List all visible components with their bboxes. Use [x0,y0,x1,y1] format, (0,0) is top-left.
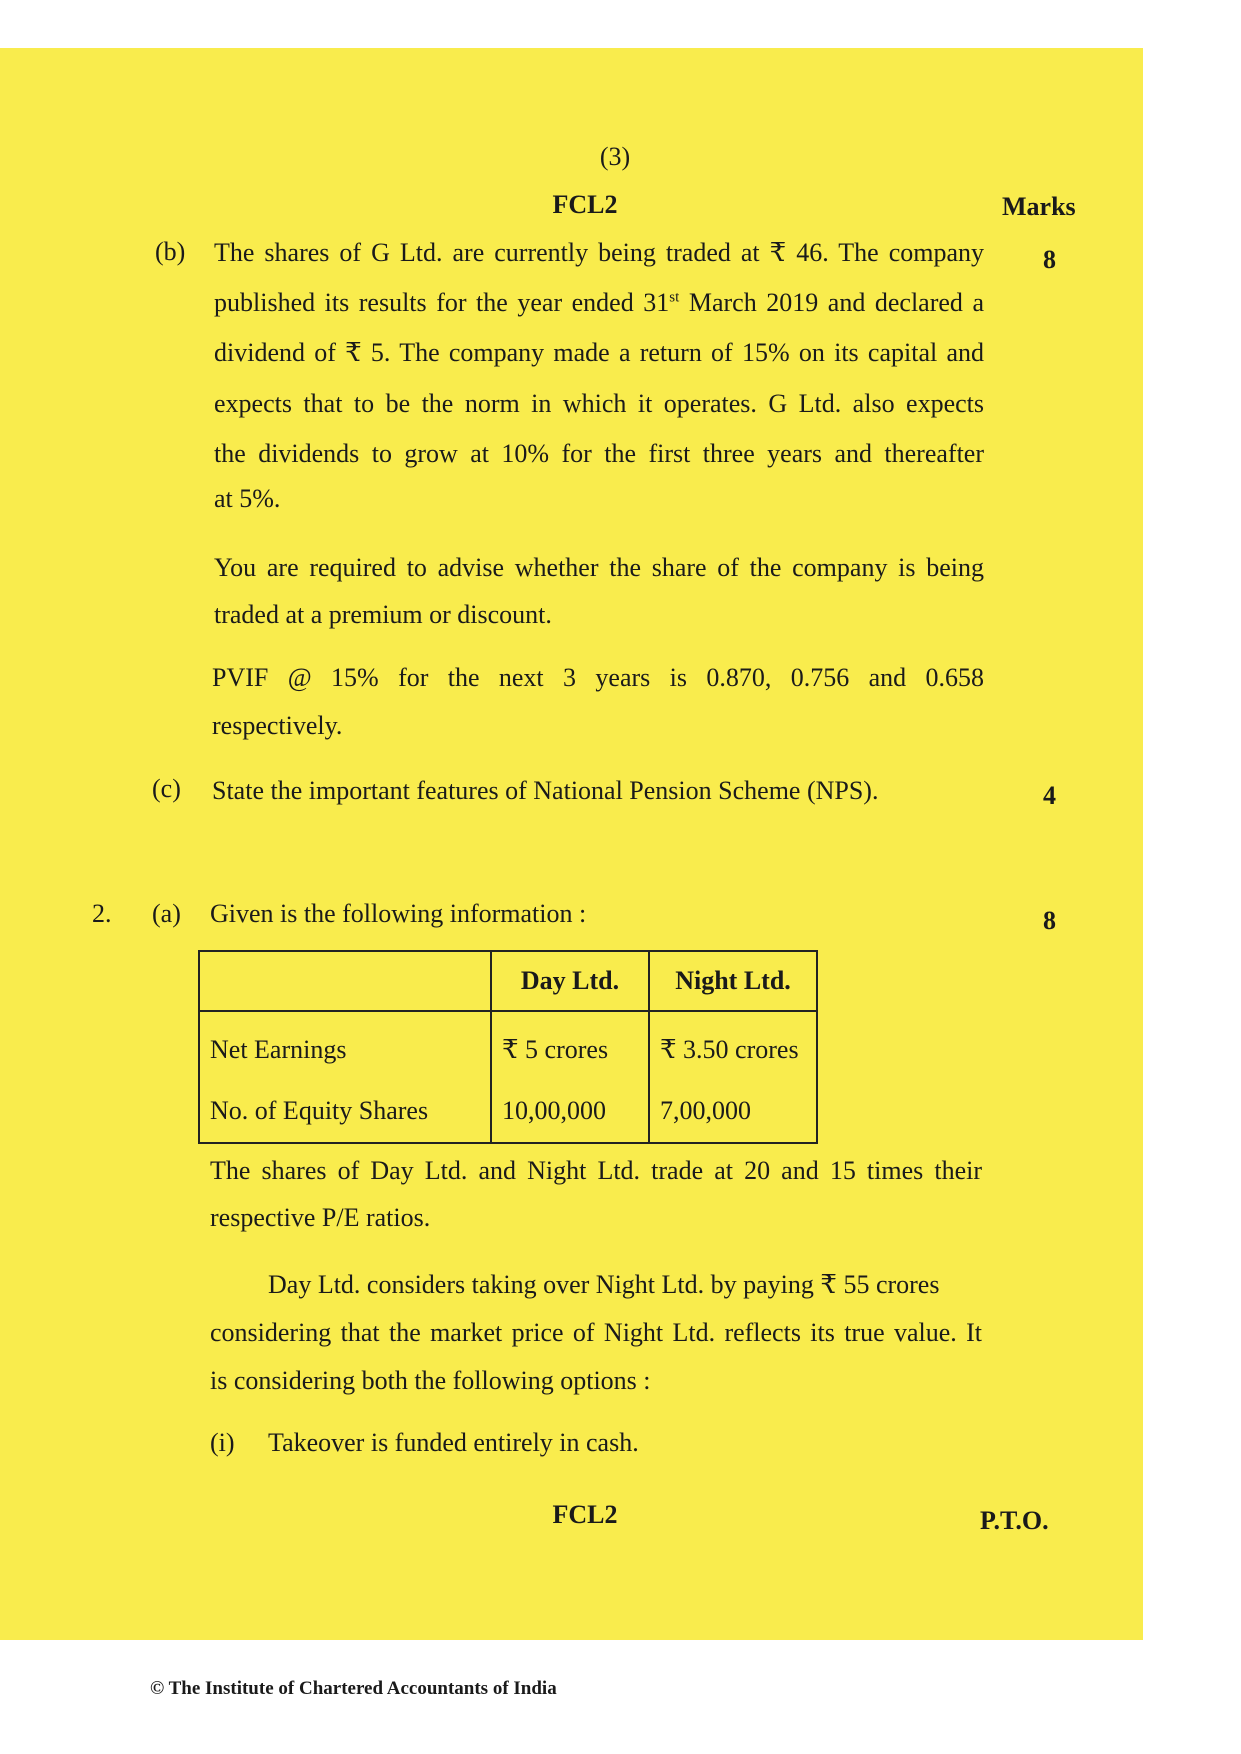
q2a-para2-line1: Day Ltd. considers taking over Night Ltd. by paying ₹ 55 crores [268,1270,940,1299]
q1b-line-2: published its results for the year ended 31st March 2019 and declared a [214,288,985,317]
table-cell: No. of Equity Shares [199,1080,491,1143]
page-number: (3) [599,142,631,171]
q1b-line-7: You are required to advise whether the share of the company is being [214,553,984,582]
q2a-para2-line2: considering that the market price of Night Ltd. reflects its true value. It [210,1318,982,1347]
info-table [198,950,818,1144]
table-row [199,1080,817,1143]
q2a-marks: 8 [1043,906,1056,935]
q1b-pvif-line: PVIF @ 15% for the next 3 years is 0.870, 0.756 and 0.658 [212,663,984,692]
q1c-text: State the important features of National Pension Scheme (NPS). [212,776,879,805]
table-cell: ₹ 3.50 crores [649,1011,817,1080]
q1b-line-3: dividend of ₹ 5. The company made a return of 15% on its capital and [214,338,984,367]
table-header-cell: Day Ltd. [491,951,649,1011]
table-header-cell: Night Ltd. [649,951,817,1011]
q1b-line-6: at 5%. [214,484,281,513]
q2a-para2-line3: is considering both the following options : [210,1366,651,1395]
q1b-label: (b) [155,237,186,266]
q1b-line-10: respectively. [212,711,343,740]
table-cell: 7,00,000 [649,1080,817,1143]
q2a-para1-line1: The shares of Day Ltd. and Night Ltd. trade at 20 and 15 times their [210,1156,982,1185]
q1c-marks: 4 [1043,781,1056,810]
exam-page [0,48,1143,1640]
q2a-intro: Given is the following information : [210,899,587,928]
table-row [199,1011,817,1080]
table-cell: Net Earnings [199,1011,491,1080]
q1b-marks: 8 [1043,245,1056,274]
q1b-line-4: expects that to be the norm in which it operates. G Ltd. also expects [214,389,984,418]
table-cell: ₹ 5 crores [491,1011,649,1080]
pto-label: P.T.O. [980,1506,1049,1535]
table-header-cell [199,951,491,1011]
q1b-line-8: traded at a premium or discount. [214,600,552,629]
q2a-option-1-text: Takeover is funded entirely in cash. [268,1428,639,1457]
q2a-option-1-label: (i) [210,1428,235,1457]
copyright-notice: © The Institute of Chartered Accountants of India [150,1678,557,1699]
table-cell: 10,00,000 [491,1080,649,1143]
paper-code-header: FCL2 [552,190,618,219]
paper-code-footer: FCL2 [552,1500,618,1529]
q2a-para1-line2: respective P/E ratios. [210,1203,431,1232]
q1b-line-5: the dividends to grow at 10% for the first three years and thereafter [214,439,984,468]
table-header-row [199,951,817,1011]
q1b-line-1: The shares of G Ltd. are currently being traded at ₹ 46. The company [214,238,984,267]
q1c-label: (c) [152,774,181,803]
q2a-label: (a) [152,899,181,928]
marks-heading: Marks [1002,192,1076,221]
q2-number: 2. [92,899,112,928]
